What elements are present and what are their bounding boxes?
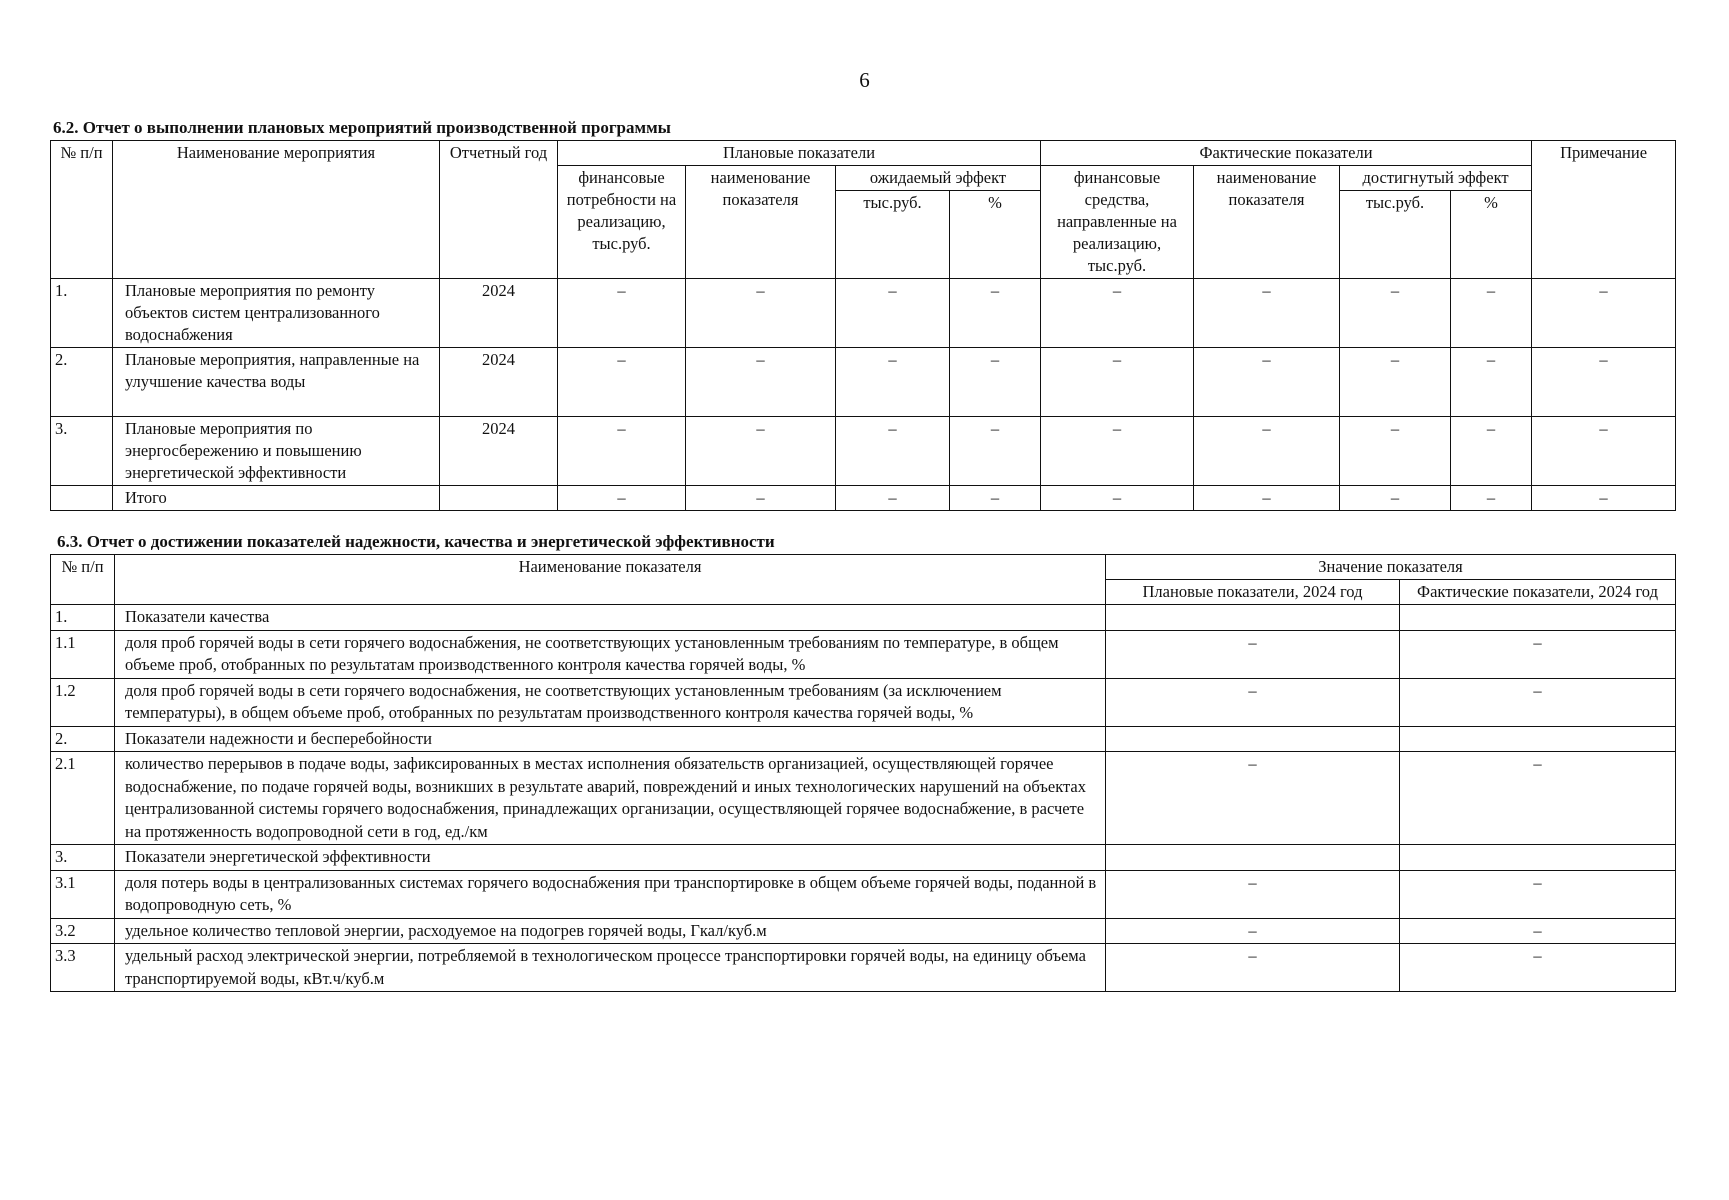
row-fact: – (1400, 630, 1676, 678)
table-row (51, 630, 1676, 678)
cell: – (1041, 417, 1194, 486)
row-num: 1. (51, 279, 113, 348)
header-plan-effect: ожидаемый эффект (836, 166, 1041, 191)
row-num: 3.3 (51, 944, 115, 992)
cell: – (1194, 348, 1340, 417)
header-year: Отчетный год (440, 141, 558, 279)
cell: – (1340, 348, 1451, 417)
cell: – (1451, 279, 1532, 348)
header-fact-indicator: наименование показателя (1194, 166, 1340, 279)
row-num: 3.2 (51, 918, 115, 944)
cell: – (1340, 486, 1451, 511)
cell: – (1451, 486, 1532, 511)
cell: – (950, 348, 1041, 417)
row-fact (1400, 726, 1676, 752)
cell: – (836, 417, 950, 486)
cell: – (558, 486, 686, 511)
header-note: Примечание (1532, 141, 1676, 279)
header-fact-group: Фактические показатели (1041, 141, 1532, 166)
section-6-2-title: 6.2. Отчет о выполнении плановых мероприятий производственной программы (53, 118, 671, 137)
cell: – (1041, 279, 1194, 348)
row-name: количество перерывов в подаче воды, зафиксированных в местах исполнения обязательств организацией, осуществляющей горячее водоснабжение, по подаче горячей воды, возникших в результате аварий, повреждений и иных технологических нарушений на объектах централизованной системы горячего водоснабжения, принадлежащих организации, осуществляющей горячее водоснабжение, в расчете на протяженность водопроводной сети в год, ед./км (115, 752, 1106, 845)
row-fact: – (1400, 752, 1676, 845)
row-fact (1400, 605, 1676, 631)
row-plan (1106, 605, 1400, 631)
row-plan: – (1106, 944, 1400, 992)
row-name: доля проб горячей воды в сети горячего водоснабжения, не соответствующих установленным требованиям (за исключением температуры), в общем объеме проб, отобранных по результатам производственного контроля качества горячей воды, % (115, 678, 1106, 726)
row-name: доля проб горячей воды в сети горячего водоснабжения, не соответствующих установленным требованиям по температуре, в общем объеме проб, отобранных по результатам производственного контроля качества горячей воды, % (115, 630, 1106, 678)
row-num: 1. (51, 605, 115, 631)
table-row (51, 944, 1676, 992)
header-fact: Фактические показатели, 2024 год (1400, 580, 1676, 605)
cell: – (686, 417, 836, 486)
row-plan: – (1106, 752, 1400, 845)
total-year (440, 486, 558, 511)
header-plan-financial: финансовые потребности на реализацию, тыс.руб. (558, 166, 686, 279)
header-plan: Плановые показатели, 2024 год (1106, 580, 1400, 605)
row-plan: – (1106, 678, 1400, 726)
group-row (51, 845, 1676, 871)
header-value-group: Значение показателя (1106, 555, 1676, 580)
row-year: 2024 (440, 279, 558, 348)
indicators-table (50, 554, 1676, 992)
cell: – (686, 348, 836, 417)
header-fact-rub: тыс.руб. (1340, 191, 1451, 279)
header-num: № п/п (51, 141, 113, 279)
total-label: Итого (113, 486, 440, 511)
cell: – (558, 279, 686, 348)
table-row (51, 870, 1676, 918)
row-name: удельный расход электрической энергии, потребляемой в технологическом процессе транспортировки горячей воды, на единицу объема транспортируемой воды, кВт.ч/куб.м (115, 944, 1106, 992)
header-fact-pct: % (1451, 191, 1532, 279)
cell: – (1451, 417, 1532, 486)
cell: – (836, 348, 950, 417)
header-event-name: Наименование мероприятия (113, 141, 440, 279)
row-num: 1.1 (51, 630, 115, 678)
section-6-3-title: 6.3. Отчет о достижении показателей надежности, качества и энергетической эффективности (57, 532, 775, 551)
table-row (51, 918, 1676, 944)
row-name: Показатели качества (115, 605, 1106, 631)
table-row (51, 417, 1676, 486)
cell: – (558, 417, 686, 486)
table-row (51, 348, 1676, 417)
production-program-table (50, 140, 1676, 511)
cell: – (1194, 486, 1340, 511)
header-fact-effect: достигнутый эффект (1340, 166, 1532, 191)
cell: – (836, 279, 950, 348)
row-fact (1400, 845, 1676, 871)
row-plan: – (1106, 630, 1400, 678)
header-plan-indicator: наименование показателя (686, 166, 836, 279)
header-fact-financial: финансовые средства, направленные на реализацию, тыс.руб. (1041, 166, 1194, 279)
row-fact: – (1400, 678, 1676, 726)
cell: – (686, 279, 836, 348)
row-num: 2. (51, 348, 113, 417)
row-plan: – (1106, 870, 1400, 918)
table-row (51, 752, 1676, 845)
cell: – (1532, 279, 1676, 348)
cell: – (558, 348, 686, 417)
row-num: 3.1 (51, 870, 115, 918)
row-num: 3. (51, 845, 115, 871)
cell: – (1041, 348, 1194, 417)
row-year: 2024 (440, 417, 558, 486)
cell: – (950, 279, 1041, 348)
cell: – (1041, 486, 1194, 511)
row-name: удельное количество тепловой энергии, расходуемое на подогрев горячей воды, Гкал/куб.м (115, 918, 1106, 944)
row-year: 2024 (440, 348, 558, 417)
group-row (51, 605, 1676, 631)
header-num: № п/п (51, 555, 115, 605)
total-num (51, 486, 113, 511)
page-number: 6 (859, 68, 870, 92)
row-num: 2. (51, 726, 115, 752)
row-plan: – (1106, 918, 1400, 944)
cell: – (1451, 348, 1532, 417)
row-num: 3. (51, 417, 113, 486)
cell: – (686, 486, 836, 511)
table-row (51, 678, 1676, 726)
row-fact: – (1400, 944, 1676, 992)
row-name: доля потерь воды в централизованных системах горячего водоснабжения при транспортировке в общем объеме горячей воды, поданной в водопроводную сеть, % (115, 870, 1106, 918)
row-num: 1.2 (51, 678, 115, 726)
row-name: Плановые мероприятия по энергосбережению и повышению энергетической эффективности (113, 417, 440, 486)
row-name: Плановые мероприятия, направленные на улучшение качества воды (113, 348, 440, 417)
table-row (51, 279, 1676, 348)
row-fact: – (1400, 870, 1676, 918)
total-row (51, 486, 1676, 511)
cell: – (950, 486, 1041, 511)
cell: – (1532, 417, 1676, 486)
row-fact: – (1400, 918, 1676, 944)
cell: – (1340, 417, 1451, 486)
cell: – (1532, 348, 1676, 417)
header-plan-group: Плановые показатели (558, 141, 1041, 166)
header-plan-pct: % (950, 191, 1041, 279)
group-row (51, 726, 1676, 752)
cell: – (836, 486, 950, 511)
cell: – (950, 417, 1041, 486)
cell: – (1340, 279, 1451, 348)
header-plan-rub: тыс.руб. (836, 191, 950, 279)
header-indicator-name: Наименование показателя (115, 555, 1106, 605)
row-plan (1106, 726, 1400, 752)
row-num: 2.1 (51, 752, 115, 845)
cell: – (1532, 486, 1676, 511)
row-name: Показатели энергетической эффективности (115, 845, 1106, 871)
cell: – (1194, 279, 1340, 348)
row-name: Показатели надежности и бесперебойности (115, 726, 1106, 752)
row-plan (1106, 845, 1400, 871)
cell: – (1194, 417, 1340, 486)
row-name: Плановые мероприятия по ремонту объектов систем централизованного водоснабжения (113, 279, 440, 348)
